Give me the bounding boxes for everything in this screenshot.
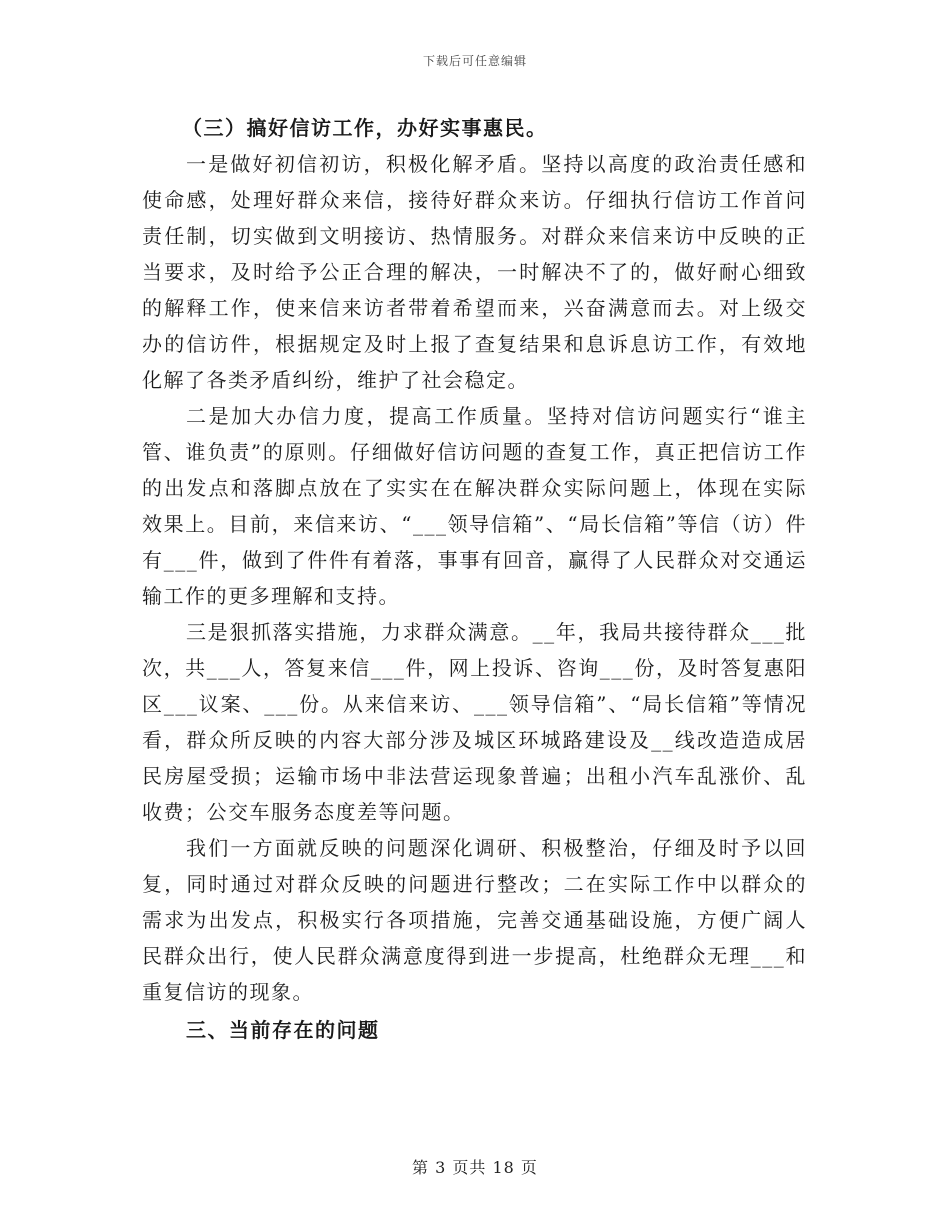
- document-body: [142, 110, 807, 1048]
- paragraph-2: 二是加大办信力度，提高工作质量。坚持对信访问题实行“谁主管、谁负责”的原则。仔细做好信访问题的查复工作，真正把信访工作的出发点和落脚点放在了实实在在解决群众实际问题上，体现在实际效果上。目前，来信来访、“___领导信箱”、“局长信箱”等信（访）件有___件，做到了件件有着落，事事有回音，赢得了人民群众对交通运输工作的更多理解和支持。: [142, 404, 807, 608]
- paragraph-4: 我们一方面就反映的问题深化调研、积极整治，仔细及时予以回复，同时通过对群众反映的问题进行整改；二在实际工作中以群众的需求为出发点，积极实行各项措施，完善交通基础设施，方便广阔人民群众出行，使人民群众满意度得到进一步提高，杜绝群众无理___和重复信访的现象。: [142, 836, 807, 1004]
- paragraph-1: 一是做好初信初访，积极化解矛盾。坚持以高度的政治责任感和使命感，处理好群众来信，接待好群众来访。仔细执行信访工作首问责任制，切实做到文明接访、热情服务。对群众来信来访中反映的正当要求，及时给予公正合理的解决，一时解决不了的，做好耐心细致的解释工作，使来信来访者带着希望而来，兴奋满意而去。对上级交办的信访件，根据规定及时上报了查复结果和息诉息访工作，有效地化解了各类矛盾纠纷，维护了社会稳定。: [142, 152, 807, 392]
- paragraph-3: 三是狠抓落实措施，力求群众满意。__年，我局共接待群众___批次，共___人，答复来信___件，网上投诉、咨询___份，及时答复惠阳区___议案、___份。从来信来访、___领导信箱”、“局长信箱”等情况看，群众所反映的内容大部分涉及城区环城路建设及__线改造造成居民房屋受损；运输市场中非法营运现象普遍；出租小汽车乱涨价、乱收费；公交车服务态度差等问题。: [142, 620, 807, 824]
- section-heading: 三、当前存在的问题: [186, 1018, 380, 1042]
- page-footer: 第 3 页共 18 页: [412, 1158, 538, 1177]
- page-header: 下载后可任意编辑: [422, 54, 527, 68]
- subsection-heading: （三）搞好信访工作，办好实事惠民。: [182, 116, 548, 140]
